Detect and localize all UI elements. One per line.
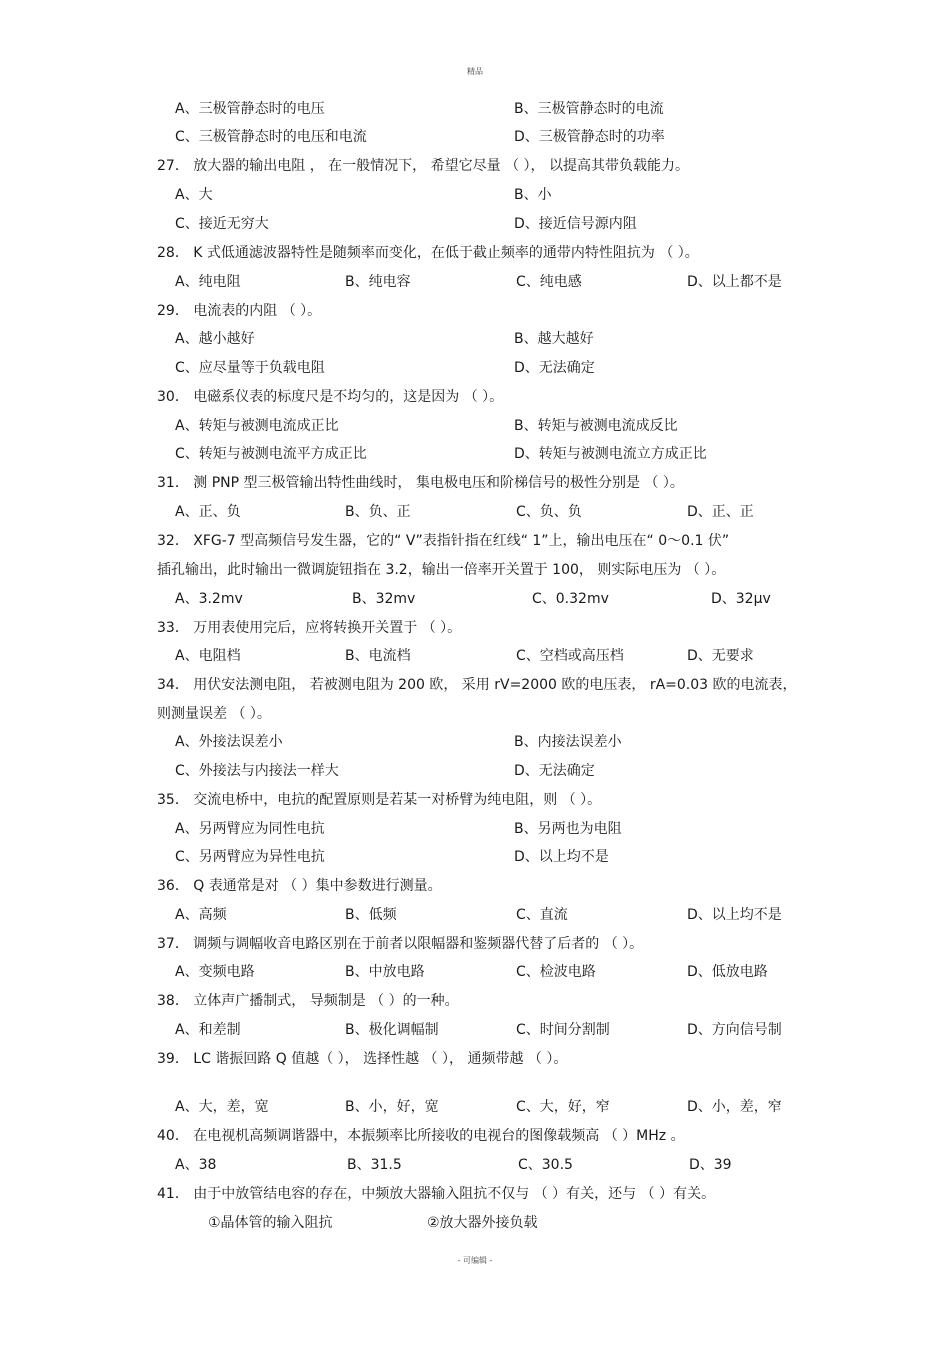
question-stem: 31． 测 PNP 型三极管输出特性曲线时， 集电极电压和阶梯信号的极性分别是 （ ）。 — [157, 475, 684, 491]
answer-option: B、低频 — [345, 907, 397, 923]
answer-option: A、外接法误差小 — [175, 734, 283, 750]
answer-option: A、38 — [175, 1157, 217, 1173]
answer-option: D、无法确定 — [514, 360, 595, 376]
answer-option: B、31.5 — [347, 1157, 402, 1173]
answer-option: B、另两也为电阻 — [514, 821, 622, 837]
answer-option: B、小 — [514, 187, 552, 203]
answer-option: A、转矩与被测电流成正比 — [175, 418, 339, 434]
answer-option: ②放大器外接负载 — [427, 1215, 538, 1231]
question-stem: 30． 电磁系仪表的标度尺是不均匀的，这是因为 （ ）。 — [157, 389, 504, 405]
answer-option: C、30.5 — [518, 1157, 573, 1173]
answer-option: D、以上都不是 — [687, 274, 782, 290]
answer-option: D、39 — [689, 1157, 732, 1173]
answer-option: B、越大越好 — [514, 331, 594, 347]
answer-option: A、正、负 — [175, 504, 241, 520]
question-stem: 36． Q 表通常是对 （ ）集中参数进行测量。 — [157, 878, 442, 894]
answer-option: ①晶体管的输入阻抗 — [208, 1215, 333, 1231]
answer-option: C、空档或高压档 — [516, 648, 624, 664]
answer-option: D、无法确定 — [514, 763, 595, 779]
answer-option: C、负、负 — [516, 504, 582, 520]
question-stem: 33． 万用表使用完后，应将转换开关置于 （ ）。 — [157, 620, 462, 636]
answer-option: A、三极管静态时的电压 — [175, 101, 325, 117]
question-stem: 34． 用伏安法测电阻， 若被测电阻为 200 欧， 采用 rV=2000 欧的电压表， rA=0.03 欧的电流表， — [157, 677, 797, 693]
answer-option: B、三极管静态时的电流 — [514, 101, 664, 117]
question-stem: 39． LC 谐振回路 Q 值越（ ）， 选择性越 （ ）， 通频带越 （ ）。 — [157, 1051, 568, 1067]
answer-option: C、另两臂应为异性电抗 — [175, 849, 325, 865]
answer-option: C、大，好，窄 — [516, 1099, 610, 1115]
question-stem: 37． 调频与调幅收音电路区别在于前者以限幅器和鉴频器代替了后者的 （ ）。 — [157, 936, 644, 952]
answer-option: A、和差制 — [175, 1022, 241, 1038]
answer-option: D、三极管静态时的功率 — [514, 129, 665, 145]
question-stem: 27． 放大器的输出电阻 ， 在一般情况下， 希望它尽量 （ ）， 以提高其带负载能力。 — [157, 158, 689, 174]
page-footer: - 可编辑 - — [457, 1256, 493, 1265]
question-stem: 38． 立体声广播制式， 导频制是 （ ）的一种。 — [157, 993, 459, 1009]
answer-option: C、直流 — [516, 907, 568, 923]
answer-option: C、时间分割制 — [516, 1022, 610, 1038]
answer-option: C、检波电路 — [516, 964, 596, 980]
answer-option: D、方向信号制 — [687, 1022, 782, 1038]
answer-option: D、小，差，窄 — [687, 1099, 782, 1115]
question-stem: 40． 在电视机高频调谐器中，本振频率比所接收的电视台的图像载频高 （ ）MHz 。 — [157, 1128, 685, 1144]
answer-option: A、高频 — [175, 907, 227, 923]
text-line: 插孔输出，此时输出一微调旋钮指在 3.2，输出一倍率开关置于 100， 则实际电压为 （ ）。 — [157, 562, 726, 578]
answer-option: B、中放电路 — [345, 964, 425, 980]
answer-option: D、以上均不是 — [514, 849, 609, 865]
answer-option: C、转矩与被测电流平方成正比 — [175, 446, 367, 462]
answer-option: D、以上均不是 — [687, 907, 782, 923]
answer-option: C、外接法与内接法一样大 — [175, 763, 339, 779]
answer-option: D、32μv — [711, 591, 771, 607]
answer-option: A、越小越好 — [175, 331, 255, 347]
question-stem: 28． K 式低通滤波器特性是随频率而变化，在低于截止频率的通带内特性阻抗为 （ ）。 — [157, 245, 699, 261]
answer-option: A、3.2mv — [175, 591, 243, 607]
question-stem: 41． 由于中放管结电容的存在，中频放大器输入阻抗不仅与 （ ）有关，还与 （ ）有关。 — [157, 1186, 716, 1202]
answer-option: B、电流档 — [345, 648, 411, 664]
answer-option: A、纯电阻 — [175, 274, 241, 290]
answer-option: B、内接法误差小 — [514, 734, 622, 750]
page-header: 精品 — [467, 67, 483, 76]
answer-option: A、大，差，宽 — [175, 1099, 269, 1115]
answer-option: D、无要求 — [687, 648, 754, 664]
answer-option: B、32mv — [352, 591, 416, 607]
answer-option: A、电阻档 — [175, 648, 241, 664]
answer-option: C、接近无穷大 — [175, 216, 269, 232]
question-stem: 32． XFG-7 型高频信号发生器，它的“ V”表指针指在红线“ 1”上，输出电压在“ 0～0.1 伏” — [157, 533, 730, 549]
answer-option: B、负、正 — [345, 504, 411, 520]
text-line: 则测量误差 （ ）。 — [157, 706, 271, 722]
answer-option: C、三极管静态时的电压和电流 — [175, 129, 367, 145]
answer-option: C、纯电感 — [516, 274, 582, 290]
answer-option: B、转矩与被测电流成反比 — [514, 418, 678, 434]
answer-option: D、接近信号源内阻 — [514, 216, 637, 232]
answer-option: D、低放电路 — [687, 964, 768, 980]
answer-option: B、纯电容 — [345, 274, 411, 290]
answer-option: A、大 — [175, 187, 213, 203]
answer-option: B、极化调幅制 — [345, 1022, 439, 1038]
answer-option: A、另两臂应为同性电抗 — [175, 821, 325, 837]
answer-option: D、转矩与被测电流立方成正比 — [514, 446, 707, 462]
answer-option: C、0.32mv — [532, 591, 609, 607]
question-stem: 29． 电流表的内阻 （ ）。 — [157, 303, 322, 319]
answer-option: C、应尽量等于负载电阻 — [175, 360, 325, 376]
answer-option: D、正、正 — [687, 504, 754, 520]
answer-option: A、变频电路 — [175, 964, 255, 980]
question-stem: 35． 交流电桥中，电抗的配置原则是若某一对桥臂为纯电阻，则 （ ）。 — [157, 792, 602, 808]
answer-option: B、小，好，宽 — [345, 1099, 439, 1115]
